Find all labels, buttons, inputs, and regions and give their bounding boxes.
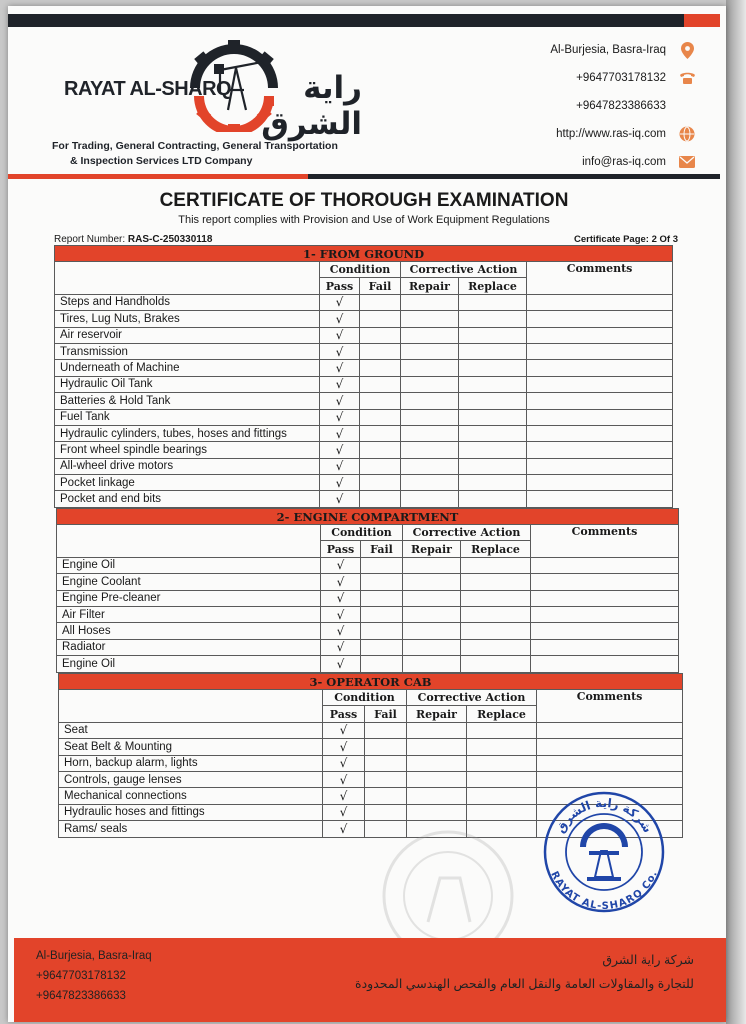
company-stamp <box>543 791 665 913</box>
fail-cell <box>360 409 401 425</box>
fail-cell <box>360 393 401 409</box>
fail-header: Fail <box>360 278 401 294</box>
comments-cell <box>531 557 679 573</box>
inspection-item: Seat Belt & Mounting <box>59 739 323 755</box>
repair-cell <box>407 788 467 804</box>
contact-address-text: Al-Burjesia, Basra-Iraq <box>550 44 666 56</box>
repair-cell <box>401 376 459 392</box>
item-header-blank <box>57 525 321 558</box>
group-header-row <box>59 690 683 706</box>
fail-cell <box>361 656 403 672</box>
replace-header: Replace <box>459 278 527 294</box>
fail-cell <box>360 491 401 507</box>
comments-header: Comments <box>531 525 679 558</box>
contact-email-text[interactable]: info@ras-iq.com <box>582 156 666 168</box>
comments-cell <box>531 574 679 590</box>
fail-cell <box>360 442 401 458</box>
pass-check-mark: √ <box>320 294 360 310</box>
inspection-item: All Hoses <box>57 623 321 639</box>
replace-cell <box>467 788 537 804</box>
table-row <box>55 294 673 310</box>
table-row <box>55 425 673 441</box>
contact-phone-2-text: +9647823386633 <box>576 100 666 112</box>
pass-check-mark: √ <box>321 606 361 622</box>
inspection-item: Air Filter <box>57 606 321 622</box>
pass-header: Pass <box>323 706 365 722</box>
repair-cell <box>401 425 459 441</box>
inspection-item: Pocket linkage <box>55 475 320 491</box>
fail-cell <box>365 739 407 755</box>
report-number <box>54 234 212 245</box>
table-row <box>55 343 673 359</box>
pass-check-mark: √ <box>320 425 360 441</box>
replace-cell <box>467 739 537 755</box>
item-header-blank <box>55 262 320 295</box>
repair-cell <box>407 755 467 771</box>
replace-cell <box>459 376 527 392</box>
replace-cell <box>467 722 537 738</box>
replace-cell <box>467 755 537 771</box>
inspection-item: Steps and Handholds <box>55 294 320 310</box>
header-divider <box>8 174 720 179</box>
fail-cell <box>361 623 403 639</box>
contact-phone-1 <box>456 68 696 88</box>
group-header-row <box>57 525 679 541</box>
comments-header: Comments <box>537 690 683 723</box>
section-title: 2- ENGINE COMPARTMENT <box>57 509 679 525</box>
comments-cell <box>531 656 679 672</box>
replace-cell <box>461 590 531 606</box>
header-top-bar <box>8 14 720 27</box>
pass-check-mark: √ <box>323 722 365 738</box>
repair-cell <box>401 409 459 425</box>
fail-cell <box>361 606 403 622</box>
table-row <box>57 623 679 639</box>
condition-header: Condition <box>321 525 403 541</box>
pass-check-mark: √ <box>320 376 360 392</box>
fail-cell <box>361 639 403 655</box>
table-row <box>59 722 683 738</box>
table-row <box>55 491 673 507</box>
comments-cell <box>537 771 683 787</box>
fail-cell <box>365 755 407 771</box>
replace-cell <box>467 771 537 787</box>
replace-cell <box>459 311 527 327</box>
pass-check-mark: √ <box>320 442 360 458</box>
replace-header: Replace <box>461 541 531 557</box>
pass-check-mark: √ <box>320 343 360 359</box>
company-name-ar: راية الشرق <box>261 70 362 141</box>
inspection-item: Controls, gauge lenses <box>59 771 323 787</box>
stamp-text-en: RAYAT AL-SHARQ Co. <box>548 869 660 913</box>
replace-cell <box>461 606 531 622</box>
pass-check-mark: √ <box>323 739 365 755</box>
fail-cell <box>361 557 403 573</box>
inspection-item: Engine Coolant <box>57 574 321 590</box>
condition-header: Condition <box>320 262 401 278</box>
replace-cell <box>459 442 527 458</box>
pass-check-mark: √ <box>321 639 361 655</box>
repair-cell <box>401 360 459 376</box>
corrective-action-header: Corrective Action <box>401 262 527 278</box>
repair-cell <box>401 327 459 343</box>
repair-cell <box>403 639 461 655</box>
footer-address: Al-Burjesia, Basra-Iraq <box>36 950 152 962</box>
contact-phone-1-text: +9647703178132 <box>576 72 666 84</box>
inspection-item: Horn, backup alarm, lights <box>59 755 323 771</box>
fail-cell <box>360 360 401 376</box>
certificate-title: CERTIFICATE OF THOROUGH EXAMINATION <box>159 190 569 211</box>
repair-header: Repair <box>403 541 461 557</box>
table-row <box>57 606 679 622</box>
footer-company-name-ar: شركة راية الشرق <box>602 953 694 967</box>
contact-phone-2 <box>456 96 696 116</box>
inspection-item: Hydraulic cylinders, tubes, hoses and fittings <box>55 425 320 441</box>
inspection-item: Batteries & Hold Tank <box>55 393 320 409</box>
table-row <box>59 739 683 755</box>
certificate-page <box>8 6 726 1022</box>
pass-check-mark: √ <box>320 409 360 425</box>
inspection-item: Rams/ seals <box>59 821 323 837</box>
report-number-label: Report Number: <box>54 234 126 245</box>
section-title-row <box>55 246 673 262</box>
page-edge <box>726 0 746 1024</box>
fail-header: Fail <box>365 706 407 722</box>
contact-email[interactable] <box>456 152 696 172</box>
table-row <box>55 458 673 474</box>
inspection-item: Fuel Tank <box>55 409 320 425</box>
table-row <box>55 442 673 458</box>
comments-cell <box>531 606 679 622</box>
repair-header: Repair <box>407 706 467 722</box>
replace-cell <box>461 623 531 639</box>
comments-cell <box>527 442 673 458</box>
section-title-row <box>57 509 679 525</box>
table-row <box>55 360 673 376</box>
globe-icon <box>678 125 696 143</box>
location-pin-icon <box>678 41 696 59</box>
report-number-value: RAS-C-250330118 <box>127 234 213 245</box>
repair-cell <box>407 739 467 755</box>
replace-cell <box>459 475 527 491</box>
comments-cell <box>527 311 673 327</box>
section-title: 3- OPERATOR CAB <box>59 674 683 690</box>
table-row <box>57 656 679 672</box>
repair-cell <box>403 557 461 573</box>
inspection-table-engine-compartment <box>56 508 679 673</box>
table-row <box>55 475 673 491</box>
corrective-action-header: Corrective Action <box>403 525 531 541</box>
pass-check-mark: √ <box>320 327 360 343</box>
footer-company-desc-ar: للتجارة والمقاولات العامة والنقل العام والفحص الهندسي المحدودة <box>355 977 694 991</box>
table-row <box>55 409 673 425</box>
table-row <box>55 393 673 409</box>
repair-cell <box>403 656 461 672</box>
table-row <box>55 327 673 343</box>
company-logo <box>52 40 362 170</box>
pass-check-mark: √ <box>321 590 361 606</box>
section-title-row <box>59 674 683 690</box>
comments-cell <box>527 343 673 359</box>
replace-cell <box>461 557 531 573</box>
comments-cell <box>527 491 673 507</box>
replace-cell <box>461 656 531 672</box>
replace-cell <box>459 425 527 441</box>
replace-cell <box>461 639 531 655</box>
pass-header: Pass <box>321 541 361 557</box>
fail-cell <box>365 771 407 787</box>
comments-cell <box>527 409 673 425</box>
replace-cell <box>459 458 527 474</box>
pass-check-mark: √ <box>321 623 361 639</box>
inspection-item: Seat <box>59 722 323 738</box>
contact-website-text[interactable]: http://www.ras-iq.com <box>556 128 666 140</box>
group-header-row <box>55 262 673 278</box>
replace-cell <box>459 360 527 376</box>
corrective-action-header: Corrective Action <box>407 690 537 706</box>
footer-phone-1: +9647703178132 <box>36 970 126 982</box>
repair-cell <box>401 343 459 359</box>
fail-cell <box>360 294 401 310</box>
pass-check-mark: √ <box>320 491 360 507</box>
table-row <box>59 771 683 787</box>
comments-cell <box>527 425 673 441</box>
comments-cell <box>531 590 679 606</box>
inspection-item: All-wheel drive motors <box>55 458 320 474</box>
inspection-item: Hydraulic hoses and fittings <box>59 804 323 820</box>
pass-check-mark: √ <box>323 788 365 804</box>
footer-phone-2: +9647823386633 <box>36 990 126 1002</box>
repair-header: Repair <box>401 278 459 294</box>
fail-cell <box>360 311 401 327</box>
fail-cell <box>365 788 407 804</box>
fail-cell <box>360 425 401 441</box>
inspection-item: Hydraulic Oil Tank <box>55 376 320 392</box>
pass-check-mark: √ <box>320 393 360 409</box>
phone-icon <box>678 69 696 87</box>
fail-cell <box>365 722 407 738</box>
replace-cell <box>459 491 527 507</box>
comments-cell <box>527 475 673 491</box>
pass-check-mark: √ <box>320 360 360 376</box>
pass-check-mark: √ <box>321 656 361 672</box>
comments-cell <box>527 327 673 343</box>
comments-cell <box>527 294 673 310</box>
repair-cell <box>401 475 459 491</box>
repair-cell <box>403 574 461 590</box>
certificate-subtitle: This report complies with Provision and Use of Work Equipment Regulations <box>178 214 550 226</box>
comments-cell <box>527 393 673 409</box>
fail-cell <box>360 343 401 359</box>
condition-header: Condition <box>323 690 407 706</box>
contact-address <box>456 40 696 60</box>
inspection-item: Mechanical connections <box>59 788 323 804</box>
svg-text:شركة راية الشرق <box>553 796 655 835</box>
replace-cell <box>459 294 527 310</box>
inspection-item: Underneath of Machine <box>55 360 320 376</box>
comments-cell <box>537 722 683 738</box>
table-row <box>57 590 679 606</box>
repair-cell <box>401 311 459 327</box>
fail-cell <box>360 458 401 474</box>
repair-cell <box>403 590 461 606</box>
fail-cell <box>365 804 407 820</box>
company-name-en: RAYAT AL-SHARQ <box>64 78 232 100</box>
repair-cell <box>401 294 459 310</box>
replace-cell <box>467 804 537 820</box>
inspection-item: Air reservoir <box>55 327 320 343</box>
fail-cell <box>360 475 401 491</box>
repair-cell <box>403 623 461 639</box>
inspection-table-from-ground <box>54 245 673 508</box>
pass-check-mark: √ <box>320 311 360 327</box>
inspection-item: Transmission <box>55 343 320 359</box>
footer-band <box>14 938 726 1022</box>
section-title: 1- FROM GROUND <box>55 246 673 262</box>
pass-check-mark: √ <box>321 574 361 590</box>
inspection-item: Engine Oil <box>57 656 321 672</box>
comments-cell <box>531 623 679 639</box>
table-row <box>57 574 679 590</box>
comments-cell <box>527 458 673 474</box>
contact-website[interactable] <box>456 124 696 144</box>
stamp-text-ar: شركة راية الشرق <box>553 795 655 836</box>
table-row <box>59 755 683 771</box>
comments-cell <box>537 755 683 771</box>
replace-cell <box>461 574 531 590</box>
company-tagline-1: For Trading, General Contracting, General Transportation <box>52 140 338 152</box>
repair-cell <box>401 393 459 409</box>
fail-header: Fail <box>361 541 403 557</box>
pass-check-mark: √ <box>323 821 365 837</box>
replace-cell <box>459 327 527 343</box>
fail-cell <box>360 327 401 343</box>
replace-cell <box>459 393 527 409</box>
repair-cell <box>401 458 459 474</box>
fail-cell <box>360 376 401 392</box>
pass-header: Pass <box>320 278 360 294</box>
fail-cell <box>361 590 403 606</box>
fail-cell <box>361 574 403 590</box>
repair-cell <box>401 442 459 458</box>
inspection-item: Pocket and end bits <box>55 491 320 507</box>
table-row <box>57 557 679 573</box>
repair-cell <box>403 606 461 622</box>
table-row <box>55 376 673 392</box>
inspection-item: Engine Oil <box>57 557 321 573</box>
pass-check-mark: √ <box>323 771 365 787</box>
table-row <box>57 639 679 655</box>
comments-cell <box>527 376 673 392</box>
inspection-item: Engine Pre-cleaner <box>57 590 321 606</box>
pass-check-mark: √ <box>320 458 360 474</box>
inspection-item: Front wheel spindle bearings <box>55 442 320 458</box>
envelope-icon <box>678 153 696 171</box>
company-tagline-2: & Inspection Services LTD Company <box>70 155 253 167</box>
repair-cell <box>407 722 467 738</box>
certificate-page-number: Certificate Page: 2 Of 3 <box>573 234 678 245</box>
pass-check-mark: √ <box>323 755 365 771</box>
pass-check-mark: √ <box>323 804 365 820</box>
inspection-item: Radiator <box>57 639 321 655</box>
comments-header: Comments <box>527 262 673 295</box>
repair-cell <box>407 804 467 820</box>
repair-cell <box>407 771 467 787</box>
item-header-blank <box>59 690 323 723</box>
replace-header: Replace <box>467 706 537 722</box>
comments-cell <box>527 360 673 376</box>
replace-cell <box>459 409 527 425</box>
pass-check-mark: √ <box>320 475 360 491</box>
table-row <box>55 311 673 327</box>
pass-check-mark: √ <box>321 557 361 573</box>
replace-cell <box>459 343 527 359</box>
inspection-item: Tires, Lug Nuts, Brakes <box>55 311 320 327</box>
blank-icon-slot <box>678 97 696 115</box>
comments-cell <box>531 639 679 655</box>
repair-cell <box>401 491 459 507</box>
comments-cell <box>537 739 683 755</box>
